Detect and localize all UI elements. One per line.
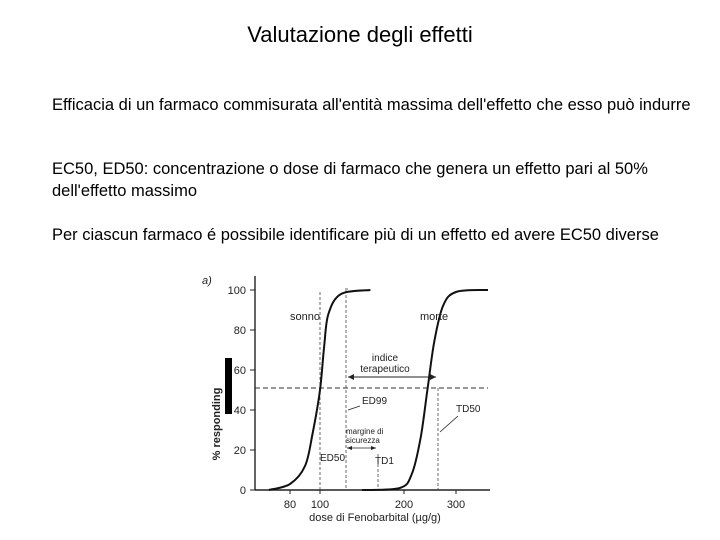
x-tick-label: 80 — [283, 499, 297, 511]
paragraph-ec50-definition: EC50, ED50: concentrazione o dose di farmaco che genera un effetto pari al 50% dell'effetto massimo — [52, 160, 648, 200]
axis-marker-bar — [225, 358, 232, 414]
td1-label: TD1 — [375, 456, 394, 467]
x-tick-label: 200 — [394, 499, 414, 511]
arrowhead-left — [348, 374, 354, 380]
ed99-label: ED99 — [362, 396, 388, 407]
x-ticks — [284, 490, 465, 511]
paragraph-multiple-effects: Per ciascun farmaco é possibile identificare più di un effetto ed avere EC50 diverse — [52, 226, 659, 244]
x-axis-title: dose di Fenobarbital (µg/g) — [309, 512, 441, 524]
slide-title: Valutazione degli effetti — [247, 22, 473, 47]
dose-response-figure — [170, 264, 500, 540]
y-axis-title: % responding — [211, 387, 223, 461]
y-tick-label: 20 — [233, 445, 246, 457]
paragraph-efficacy: Efficacia di un farmaco commisurata all'entità massima dell'effetto che esso può indurre — [52, 96, 691, 114]
y-tick-label: 80 — [233, 325, 246, 337]
therapeutic-index-label-line2: terapeutico — [360, 364, 410, 375]
sonno-label: sonno — [290, 311, 320, 323]
morte-label: morte — [420, 311, 449, 323]
y-tick-label: 100 — [227, 285, 246, 297]
y-tick-label: 0 — [239, 485, 246, 497]
y-tick-label: 60 — [233, 365, 246, 377]
safety-arrowhead-right — [371, 446, 376, 450]
dose-response-chart — [170, 264, 500, 540]
x-tick-label: 100 — [310, 499, 330, 511]
safety-margin-label-line1: margine di — [346, 427, 384, 436]
td50-pointer — [440, 416, 458, 432]
x-tick-label: 300 — [446, 499, 466, 511]
safety-arrowhead-left — [347, 446, 352, 450]
ed99-pointer — [348, 406, 360, 410]
therapeutic-index-label-line1: indice — [371, 353, 399, 364]
ed50-label: ED50 — [320, 453, 346, 464]
td50-label: TD50 — [456, 404, 481, 415]
safety-margin-label-line2: sicurezza — [346, 436, 380, 445]
panel-label: a) — [202, 275, 212, 287]
arrowhead-right — [430, 374, 436, 380]
y-tick-label: 40 — [233, 405, 246, 417]
